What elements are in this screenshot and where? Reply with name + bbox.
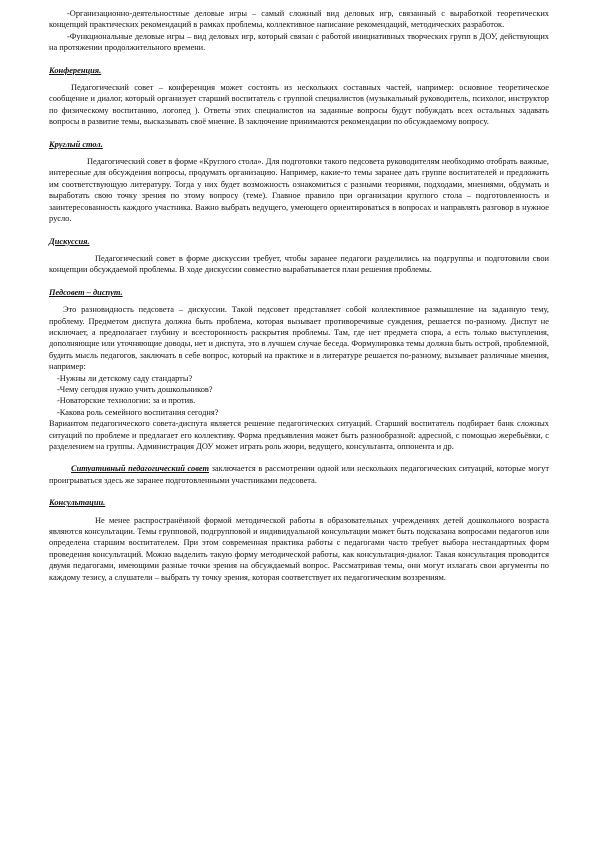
debate-variant-text: Вариантом педагогического совета-диспута является решение педагогических ситуаций. Старший воспитатель подбирает банк сложных ситуаций по проблеме и предлагает его коллективу. Форма предъявления может быть разнообразной: адресной, с помощью жеребьёвки, с разделением на группы. Администрация ДОУ может играть роль жюри, ведущего, консультанта, оппонента и др. [49, 419, 549, 451]
debate-text: Это разновидность педсовета – дискуссии. Такой педсовет представляет собой коллективное размышление на заданную тему, проблему. Предметом диспута должна быть проблема, которая вызывает противоречивые суждения, решается по-разному. Диспут не исключает, а предполагает глубину и всесторонность раскрытия проблемы. Там, где нет предмета спора, а есть только выступления, дополняющие или уточняющие доводы, нет и диспута, это в лучшем случае беседа. Формулировка темы должна быть острой, проблемной, будить мысль педагогов, заключать в себе вопрос, который на практике и в литературе решается по-разному, вызывает различные мнения, например: [49, 305, 549, 372]
debate-heading: Педсовет – диспут. [49, 287, 123, 297]
round-table-text: Педагогический совет в форме «Круглого стола». Для подготовки такого педсовета руководителям необходимо отобрать важные, интересные для обсуждения вопросы, продумать организацию. Например, какие-то темы заранее дать группе воспитателей и предложить им соответствующую литературу. Тогда у них будет возможность ознакомиться с разными теориями, подходами, мнениями, обдумать и выработать свою точку зрения по этому вопросу (теме). Главное правило при организации круглого стола – подготовленность и заинтересованность каждого участника. Важно выбрать ведущего, умеющего ориентироваться в вопросах и направлять разговор в нужное русло. [49, 157, 549, 224]
debate-question: -Чему сегодня нужно учить дошкольников? [57, 384, 213, 394]
situational-text: заключается в рассмотрении одной или нескольких педагогических ситуаций, которые могут проигрываться здесь же заранее подготовленными участниками педсовета. [49, 464, 549, 485]
debate-question: -Новаторские технологии: за и против. [57, 396, 196, 406]
round-table-heading: Круглый стол. [49, 139, 103, 149]
consultations-text: Не менее распространённой формой методической работы в образовательных учреждениях детей дошкольного возраста являются консультации. Темы групповой, подгрупповой и индивидуальной консультации может быть подсказана вопросами педагогов или определена старшим воспитателем. При этом современная практика работы с педагогами часто требует выбора нестандартных форм проведения консультаций. Можно выделить такую форму методической работы, как консультация-диалог. Такая консультация проводится двумя педагогами, имеющими разные точки зрения на обсуждаемый вопрос. Рассматривая темы, они могут излагать свои аргументы по каждому тезису, а слушатели – выбрать ту точку зрения, которая соответствует их педагогическим воззрениям. [49, 515, 549, 582]
intro-paragraph-2: -Функциональные деловые игры – вид деловых игр, который связан с работой инициативных творческих групп в ДОУ, действующих на протяжении продолжительного времени. [49, 31, 549, 53]
conference-heading: Конференция. [49, 65, 102, 75]
situational-paragraph [49, 463, 549, 486]
debate-question: -Какова роль семейного воспитания сегодня? [57, 407, 219, 417]
discussion-heading: Дискуссия. [49, 236, 90, 246]
intro-paragraph-1: -Организационно-деятельностные деловые игры – самый сложный вид деловых игр, связанный с выработкой теоретических концепций практических рекомендаций в рамках проблемы, коллективное написание рекомендаций, методических разработок. [49, 9, 549, 30]
document-page [49, 8, 549, 583]
debate-question-list [49, 373, 549, 419]
consultations-heading: Консультации. [49, 498, 106, 508]
situational-lead: Ситуативный педагогический совет [71, 464, 209, 474]
debate-question: -Нужны ли детскому саду стандарты? [57, 373, 193, 383]
conference-text: Педагогический совет – конференция может состоять из нескольких составных частей, например: основное теоретическое сообщение и диалог, который организует старший воспитатель с группой специалистов (музыкальный руководитель, психолог, инструктор по физическому воспитанию, логопед ). Ответы этих специалистов на заданные вопросы будут побуждать всех остальных задавать вопросы в развитие темы, высказывать своё мнение. В заключение принимаются рекомендации по обсуждаемому вопросу. [49, 83, 549, 127]
discussion-text: Педагогический совет в форме дискуссии требует, чтобы заранее педагоги разделились на подгруппы и подготовили свои концепции обсуждаемой проблемы. В ходе дискуссии совместно вырабатывается план решения проблемы. [49, 253, 549, 275]
